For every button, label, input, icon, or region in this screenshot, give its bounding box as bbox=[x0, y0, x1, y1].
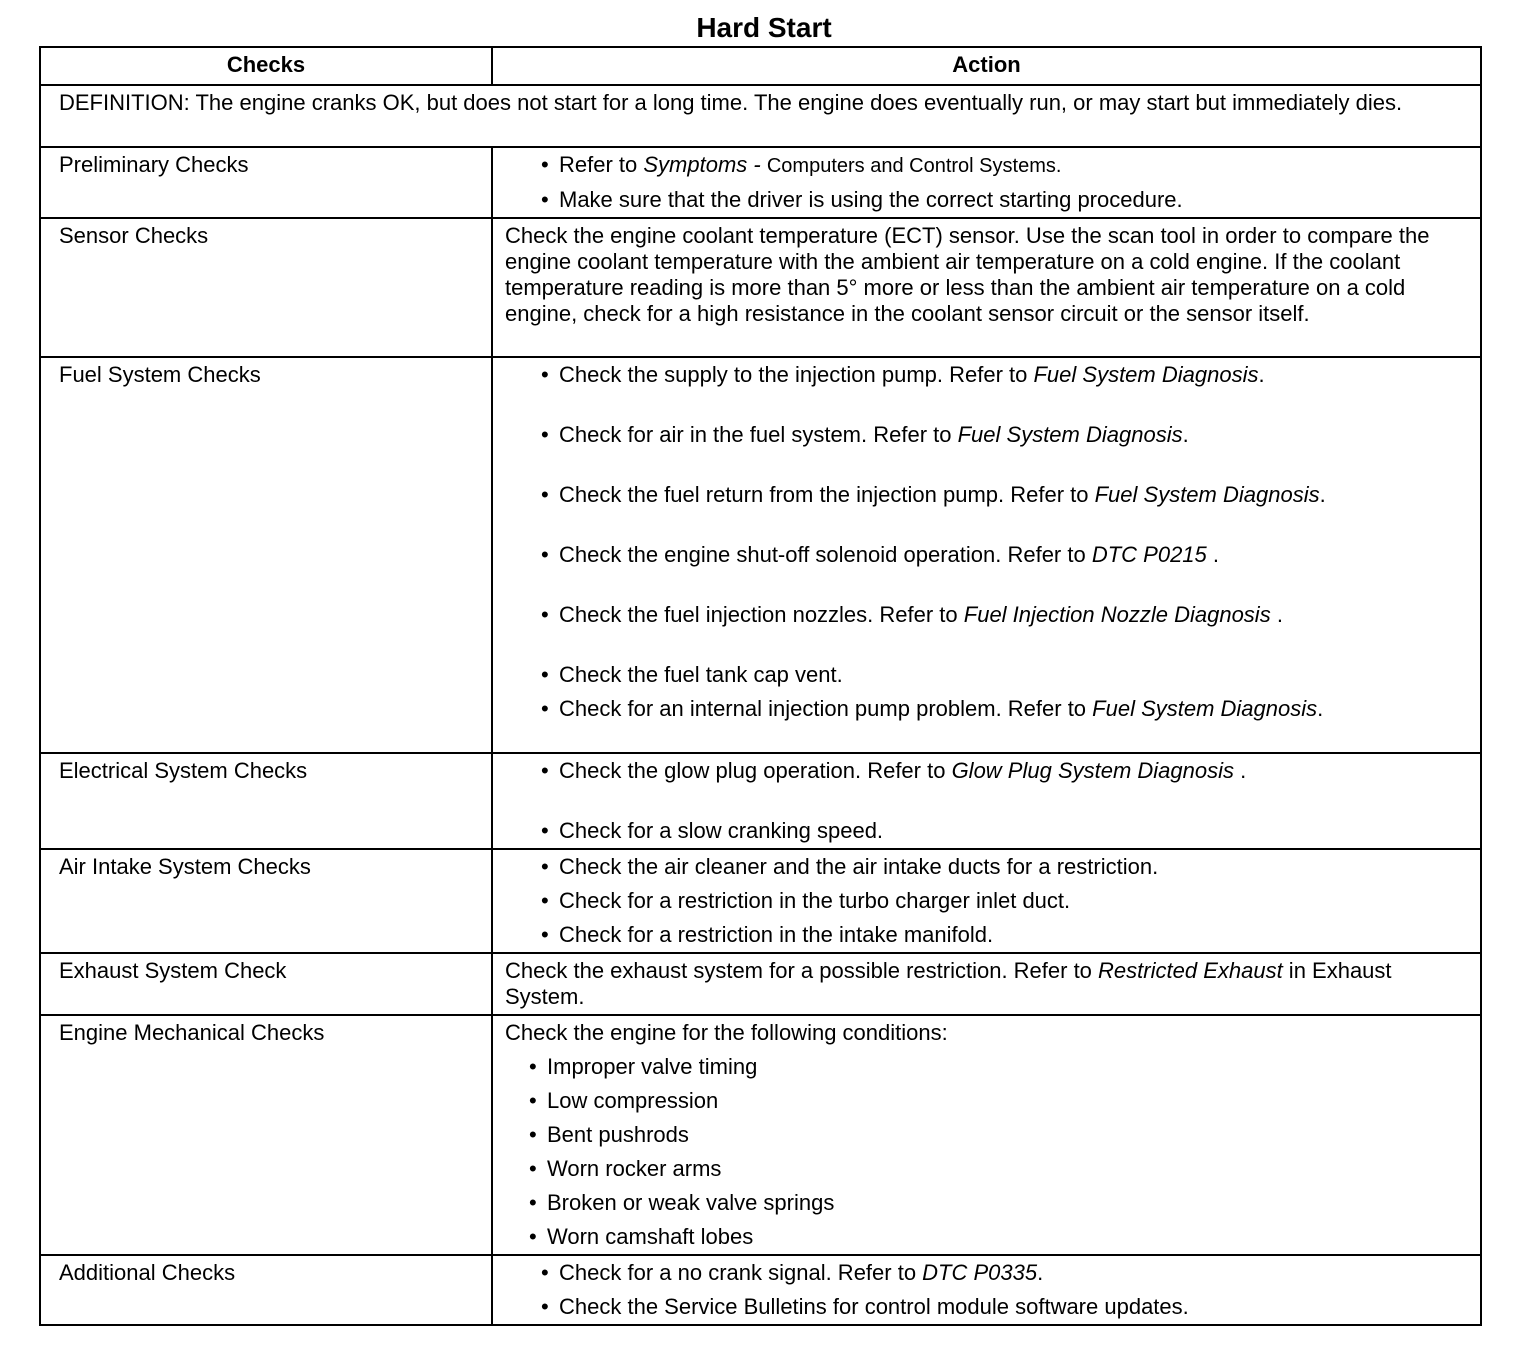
action-paragraph: Check the exhaust system for a possible restriction. Refer to Restricted Exhaust in Exhaust System. bbox=[505, 958, 1392, 1009]
action-cell bbox=[492, 1255, 1481, 1325]
table-row-electrical bbox=[40, 753, 1481, 849]
table-row-engine-mechanical bbox=[40, 1015, 1481, 1255]
check-label: Additional Checks bbox=[40, 1255, 492, 1325]
action-bullet: • Make sure that the driver is using the correct starting procedure. bbox=[541, 187, 1468, 213]
action-bullet: • Check the glow plug operation. Refer to Glow Plug System Diagnosis . bbox=[541, 758, 1468, 784]
action-bullet: • Check the air cleaner and the air intake ducts for a restriction. bbox=[541, 854, 1468, 880]
condition-bullet: • Low compression bbox=[529, 1088, 1468, 1114]
table-row-sensor bbox=[40, 218, 1481, 357]
action-paragraph: Check the engine coolant temperature (ECT) sensor. Use the scan tool in order to compare the engine coolant temperature with the ambient air temperature on a cold engine. If the coolant temperature reading is more than 5° more or less than the ambient air temperature on a cold engine, check for a high resistance in the coolant sensor circuit or the sensor itself. bbox=[505, 223, 1430, 326]
action-bullet: • Check for air in the fuel system. Refer to Fuel System Diagnosis. bbox=[541, 422, 1468, 448]
table-row-exhaust bbox=[40, 953, 1481, 1015]
table-row-air-intake bbox=[40, 849, 1481, 953]
action-cell bbox=[492, 1015, 1481, 1255]
check-label: Fuel System Checks bbox=[40, 357, 492, 753]
condition-bullet: • Improper valve timing bbox=[529, 1054, 1468, 1080]
action-bullet: • Check the fuel injection nozzles. Refer to Fuel Injection Nozzle Diagnosis . bbox=[541, 602, 1468, 628]
action-bullet: • Check for a no crank signal. Refer to DTC P0335. bbox=[541, 1260, 1468, 1286]
action-intro: Check the engine for the following conditions: bbox=[505, 1020, 948, 1045]
action-cell bbox=[492, 147, 1481, 218]
condition-bullet: • Bent pushrods bbox=[529, 1122, 1468, 1148]
action-bullet: • Check the fuel tank cap vent. bbox=[541, 662, 1468, 688]
action-bullet: • Check the engine shut-off solenoid operation. Refer to DTC P0215 . bbox=[541, 542, 1468, 568]
check-label: Preliminary Checks bbox=[40, 147, 492, 218]
condition-bullet: • Worn camshaft lobes bbox=[529, 1224, 1468, 1250]
action-bullet: • Check for a slow cranking speed. bbox=[541, 818, 1468, 844]
check-label: Electrical System Checks bbox=[40, 753, 492, 849]
table-row-fuel bbox=[40, 357, 1481, 753]
definition-row bbox=[40, 85, 1481, 147]
action-bullet: • Check the Service Bulletins for control module software updates. bbox=[541, 1294, 1468, 1320]
check-label: Air Intake System Checks bbox=[40, 849, 492, 953]
hard-start-table bbox=[39, 46, 1482, 1326]
header-row bbox=[40, 47, 1481, 85]
header-checks: Checks bbox=[40, 47, 492, 85]
table-row-additional bbox=[40, 1255, 1481, 1325]
action-cell bbox=[492, 953, 1481, 1015]
action-bullet: • Check the fuel return from the injection pump. Refer to Fuel System Diagnosis. bbox=[541, 482, 1468, 508]
check-label: Engine Mechanical Checks bbox=[40, 1015, 492, 1255]
check-label: Exhaust System Check bbox=[40, 953, 492, 1015]
action-cell bbox=[492, 849, 1481, 953]
table-row-preliminary bbox=[40, 147, 1481, 218]
check-label: Sensor Checks bbox=[40, 218, 492, 357]
definition-text: DEFINITION: The engine cranks OK, but does not start for a long time. The engine does eventually run, or may start but immediately dies. bbox=[40, 85, 1481, 147]
action-cell bbox=[492, 218, 1481, 357]
action-bullet: • Check for a restriction in the intake manifold. bbox=[541, 922, 1468, 948]
condition-bullet: • Broken or weak valve springs bbox=[529, 1190, 1468, 1216]
action-cell bbox=[492, 357, 1481, 753]
action-cell bbox=[492, 753, 1481, 849]
action-bullet: • Check for a restriction in the turbo charger inlet duct. bbox=[541, 888, 1468, 914]
action-bullet: • Check the supply to the injection pump. Refer to Fuel System Diagnosis. bbox=[541, 362, 1468, 388]
action-bullet: • Check for an internal injection pump problem. Refer to Fuel System Diagnosis. bbox=[541, 696, 1468, 722]
header-action: Action bbox=[492, 47, 1481, 85]
page-title: Hard Start bbox=[696, 12, 832, 43]
condition-bullet: • Worn rocker arms bbox=[529, 1156, 1468, 1182]
action-bullet: • Refer to Symptoms - Computers and Control Systems. bbox=[541, 152, 1468, 179]
